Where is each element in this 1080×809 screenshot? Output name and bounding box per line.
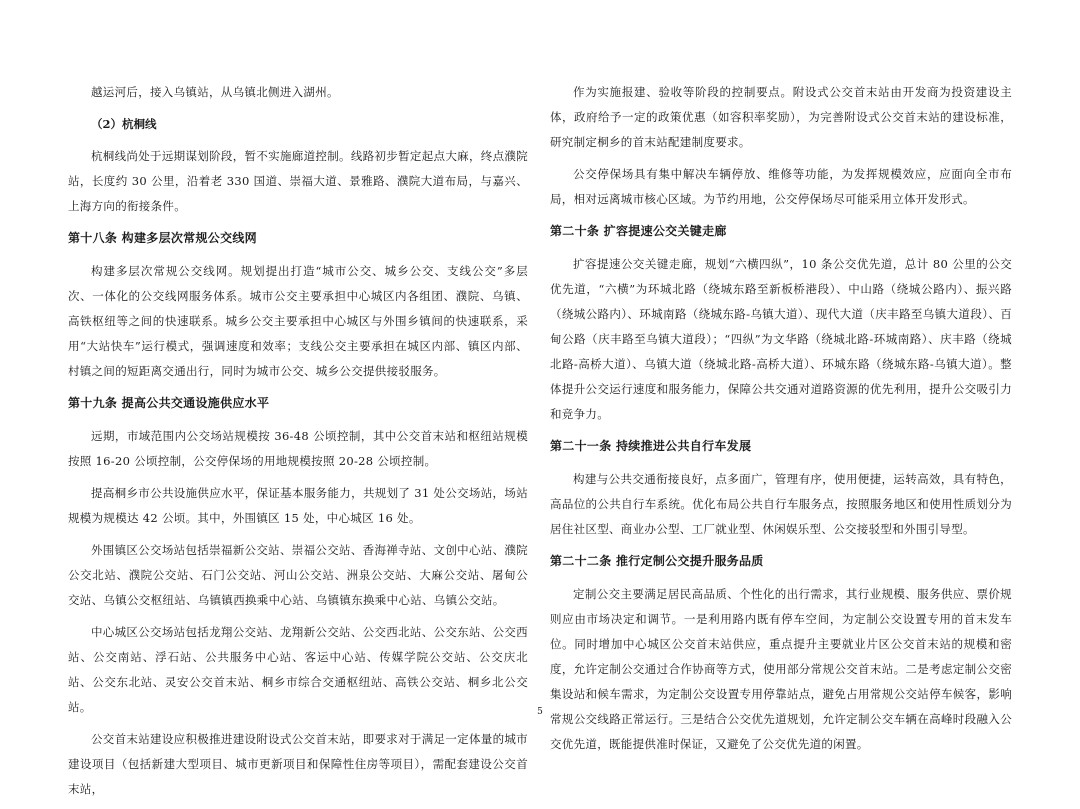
paragraph: 构建多层次常规公交线网。规划提出打造“城市公交、城乡公交、支线公交”多层次、一体化的公交线网服务体系。城市公交主要承担中心城区内各组团、濮院、乌镇、高铁枢纽等之间的快速联系。城乡公交主要承担中心城区与外围乡镇间的快速联系，采用“大站快车”运行模式，强调速度和效率；支线公交主要承担在城区内部、镇区内部、村镇之间的短距离交通出行，同时为城市公交、城乡公交提供接驳服务。 xyxy=(68,264,528,378)
paragraph: 中心城区公交场站包括龙翔公交站、龙翔新公交站、公交西北站、公交东站、公交西站、公交南站、浮石站、公共服务中心站、客运中心站、传媒学院公交站、公交庆北站、公交东北站、灵安公交首末站、桐乡市综合交通枢纽站、高铁公交站、桐乡北公交站。 xyxy=(68,625,528,714)
left-column xyxy=(68,80,528,809)
paragraph: 提高桐乡市公共设施供应水平，保证基本服务能力，共规划了 31 处公交场站，场站规模为规模达 42 公顷。其中，外围镇区 15 处，中心城区 16 处。 xyxy=(68,486,528,525)
article-heading: 第二十二条 推行定制公交提升服务品质 xyxy=(550,554,764,568)
subsection-title: （2）杭桐线 xyxy=(91,117,157,131)
article-heading: 第十八条 构建多层次常规公交线网 xyxy=(68,231,257,245)
paragraph: 公交停保场具有集中解决车辆停放、维修等功能，为发挥规模效应，应面向全市布局，相对远离城市核心区域。为节约用地，公交停保场尽可能采用立体开发形式。 xyxy=(550,167,1012,206)
paragraph: 越运河后，接入乌镇站，从乌镇北侧进入湖州。 xyxy=(91,85,339,99)
page-number: 5 xyxy=(537,707,543,717)
paragraph: 作为实施报建、验收等阶段的控制要点。附设式公交首末站由开发商为投资建设主体，政府给予一定的政策优惠（如容积率奖励），为完善附设式公交首末站的建设标准，研究制定桐乡的首末站配建制度要求。 xyxy=(550,85,1012,149)
paragraph: 杭桐线尚处于远期谋划阶段，暂不实施廊道控制。线路初步暂定起点大麻，终点濮院站，长度约 30 公里，沿着老 330 国道、崇福大道、景雅路、濮院大道布局，与嘉兴、上海方向的衔接条件。 xyxy=(68,149,528,213)
article-heading: 第十九条 提高公共交通设施供应水平 xyxy=(68,396,270,410)
paragraph: 公交首末站建设应积极推进建设附设式公交首末站，即要求对于满足一定体量的城市建设项目（包括新建大型项目、城市更新项目和保障性住房等项目），需配套建设公交首末站， xyxy=(68,732,528,796)
paragraph: 扩容提速公交关键走廊，规划“六横四纵”，10 条公交优先道，总计 80 公里的公交优先道，“六横”为环城北路（绕城东路至新板桥港段）、中山路（绕城公路内）、振兴路（绕城公路内）、环城南路（绕城东路-乌镇大道）、现代大道（庆丰路至乌镇大道段）、百甸公路（庆丰路至乌镇大道段）；“四纵”为文华路（绕城北路-环城南路）、庆丰路（绕城北路-高桥大道）、乌镇大道（绕城北路-高桥大道）、环城东路（绕城东路-乌镇大道）。整体提升公交运行速度和服务能力，保障公共交通对道路资源的优先利用，提升公交吸引力和竞争力。 xyxy=(550,257,1012,421)
article-heading: 第二十一条 持续推进公共自行车发展 xyxy=(550,439,752,453)
article-heading: 第二十条 扩容提速公交关键走廊 xyxy=(550,224,727,238)
right-column xyxy=(550,80,1012,764)
paragraph: 远期，市域范围内公交场站规模按 36-48 公顷控制，其中公交首末站和枢纽站规模按照 16-20 公顷控制，公交停保场的用地规模按照 20-28 公顷控制。 xyxy=(68,429,528,468)
paragraph: 定制公交主要满足居民高品质、个性化的出行需求，其行业规模、服务供应、票价规则应由市场决定和调节。一是利用路内既有停车空间，为定制公交设置专用的首末发车位。同时增加中心城区公交首末站供应，重点提升主要就业片区公交首末站的规模和密度，允许定制公交通过合作协商等方式，使用部分常规公交首末站。二是考虑定制公交密集设站和候车需求，为定制公交设置专用停靠站点，避免占用常规公交站停车候客，影响常规公交线路正常运行。三是结合公交优先道规划，允许定制公交车辆在高峰时段融入公交优先道，既能提供准时保证，又避免了公交优先道的闲置。 xyxy=(550,587,1012,751)
paragraph: 构建与公共交通衔接良好，点多面广，管理有序，使用便捷，运转高效，具有特色，高品位的公共自行车系统。优化布局公共自行车服务点，按照服务地区和使用性质划分为居住社区型、商业办公型、工厂就业型、休闲娱乐型、公交接驳型和外围引导型。 xyxy=(550,472,1012,536)
paragraph: 外围镇区公交场站包括崇福新公交站、崇福公交站、香海禅寺站、文创中心站、濮院公交北站、濮院公交站、石门公交站、河山公交站、洲泉公交站、大麻公交站、屠甸公交站、乌镇公交枢纽站、乌镇镇西换乘中心站、乌镇镇东换乘中心站、乌镇公交站。 xyxy=(68,543,528,607)
